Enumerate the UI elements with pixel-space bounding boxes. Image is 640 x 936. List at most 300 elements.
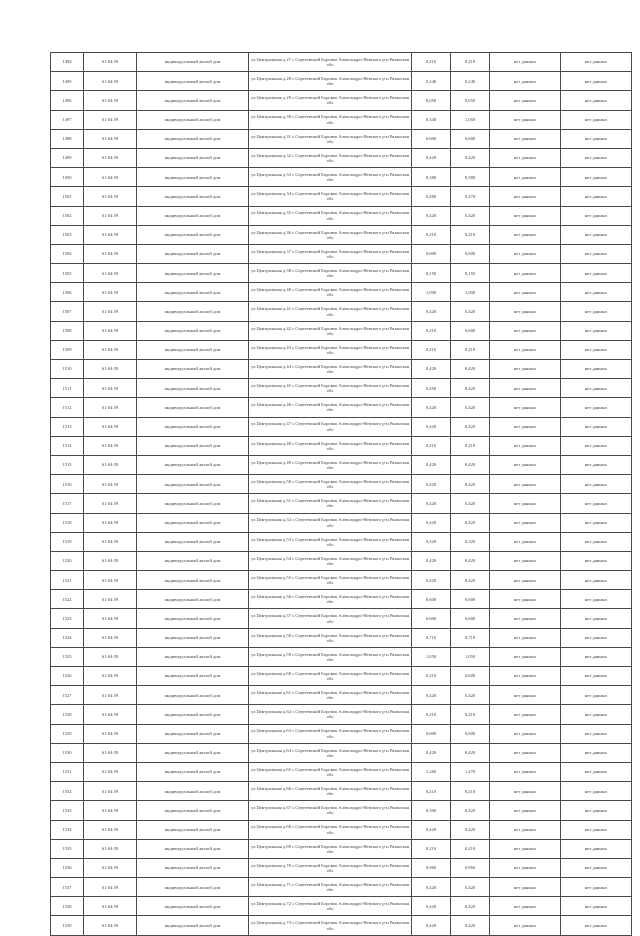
object-type-cell: индивидуальный жилой дом — [137, 494, 249, 513]
address-cell: ул.Центральная д.65 с.Сергеевский Боровок Александро-Невского р-н Рязанская обл — [249, 762, 412, 781]
row-number-cell: 1532 — [51, 782, 84, 801]
cadastral-code-cell: 61:04:59 — [84, 91, 137, 110]
encumbrance-cell: нет данных — [561, 436, 632, 455]
address-cell: ул.Центральная д.61 с.Сергеевский Боровок Александро-Невского р-н Рязанская обл — [249, 686, 412, 705]
area-a-cell: 0,210 — [412, 782, 451, 801]
row-number-cell: 1523 — [51, 609, 84, 628]
table-row — [51, 360, 632, 379]
object-type-cell: индивидуальный жилой дом — [137, 206, 249, 225]
owner-cell: нет данных — [490, 417, 561, 436]
encumbrance-cell: нет данных — [561, 801, 632, 820]
encumbrance-cell: нет данных — [561, 551, 632, 570]
area-a-cell: 0,420 — [412, 398, 451, 417]
row-number-cell: 1528 — [51, 705, 84, 724]
object-type-cell: индивидуальный жилой дом — [137, 283, 249, 302]
encumbrance-cell: нет данных — [561, 667, 632, 686]
row-number-cell: 1529 — [51, 724, 84, 743]
area-a-cell: 1,260 — [412, 762, 451, 781]
area-a-cell: 0,210 — [412, 667, 451, 686]
area-a-cell: 0,420 — [412, 417, 451, 436]
row-number-cell: 1521 — [51, 571, 84, 590]
object-type-cell: индивидуальный жилой дом — [137, 782, 249, 801]
table-row — [51, 609, 632, 628]
cadastral-code-cell: 61:04:59 — [84, 532, 137, 551]
table-row — [51, 724, 632, 743]
row-number-cell: 1516 — [51, 475, 84, 494]
table-row — [51, 340, 632, 359]
cadastral-code-cell: 61:04:59 — [84, 916, 137, 935]
area-b-cell: 0,420 — [451, 897, 490, 916]
address-cell: ул.Центральная д.36 с.Сергеевский Боровок Александро-Невского р-н Рязанская обл — [249, 225, 412, 244]
cadastral-code-cell: 61:04:59 — [84, 686, 137, 705]
owner-cell: нет данных — [490, 551, 561, 570]
owner-cell: нет данных — [490, 321, 561, 340]
table-row — [51, 110, 632, 129]
table-row — [51, 398, 632, 417]
table-row — [51, 91, 632, 110]
object-type-cell: индивидуальный жилой дом — [137, 340, 249, 359]
cadastral-code-cell: 61:04:59 — [84, 417, 137, 436]
row-number-cell: 1519 — [51, 532, 84, 551]
object-type-cell: индивидуальный жилой дом — [137, 551, 249, 570]
row-number-cell: 1510 — [51, 360, 84, 379]
cadastral-code-cell: 61:04:59 — [84, 148, 137, 167]
area-a-cell: 0,420 — [412, 743, 451, 762]
cadastral-code-cell: 61:04:59 — [84, 398, 137, 417]
area-b-cell: 0,210 — [451, 705, 490, 724]
address-cell: ул.Центральная д.49 с.Сергеевский Боровок Александро-Невского р-н Рязанская обл — [249, 455, 412, 474]
address-cell: ул.Центральная д.53 с.Сергеевский Боровок Александро-Невского р-н Рязанская обл — [249, 532, 412, 551]
address-cell: ул.Центральная д.72 с.Сергеевский Боровок Александро-Невского р-н Рязанская обл — [249, 897, 412, 916]
object-type-cell: индивидуальный жилой дом — [137, 762, 249, 781]
owner-cell: нет данных — [490, 820, 561, 839]
table-row — [51, 571, 632, 590]
encumbrance-cell: нет данных — [561, 513, 632, 532]
area-b-cell: 0,960 — [451, 858, 490, 877]
owner-cell: нет данных — [490, 53, 561, 72]
area-a-cell: 0,420 — [412, 551, 451, 570]
object-type-cell: индивидуальный жилой дом — [137, 168, 249, 187]
object-type-cell: индивидуальный жилой дом — [137, 513, 249, 532]
object-type-cell: индивидуальный жилой дом — [137, 244, 249, 263]
area-b-cell: 0,600 — [451, 129, 490, 148]
owner-cell: нет данных — [490, 225, 561, 244]
row-number-cell: 1501 — [51, 187, 84, 206]
area-a-cell: 0,210 — [412, 436, 451, 455]
row-number-cell: 1518 — [51, 513, 84, 532]
table-row — [51, 168, 632, 187]
cadastral-code-cell: 61:04:59 — [84, 743, 137, 762]
row-number-cell: 1524 — [51, 628, 84, 647]
table-row — [51, 897, 632, 916]
table-row — [51, 801, 632, 820]
cadastral-code-cell: 61:04:59 — [84, 724, 137, 743]
area-b-cell: 0,600 — [451, 724, 490, 743]
area-b-cell: 0,420 — [451, 455, 490, 474]
cadastral-code-cell: 61:04:59 — [84, 820, 137, 839]
encumbrance-cell: нет данных — [561, 129, 632, 148]
area-a-cell: 0,960 — [412, 858, 451, 877]
address-cell: ул.Центральная д.57 с.Сергеевский Боровок Александро-Невского р-н Рязанская обл — [249, 609, 412, 628]
area-b-cell: 0,600 — [451, 667, 490, 686]
area-a-cell: 0,420 — [412, 148, 451, 167]
table-row — [51, 513, 632, 532]
area-b-cell: 0,600 — [451, 321, 490, 340]
owner-cell: нет данных — [490, 647, 561, 666]
area-a-cell: 0,520 — [412, 532, 451, 551]
area-a-cell: 0,420 — [412, 686, 451, 705]
encumbrance-cell: нет данных — [561, 168, 632, 187]
cadastral-code-cell: 61:04:59 — [84, 225, 137, 244]
address-cell: ул.Центральная д.43 с.Сергеевский Боровок Александро-Невского р-н Рязанская обл — [249, 340, 412, 359]
area-b-cell: 0,600 — [451, 609, 490, 628]
area-b-cell: 0,050 — [451, 91, 490, 110]
row-number-cell: 1503 — [51, 225, 84, 244]
row-number-cell: 1509 — [51, 340, 84, 359]
encumbrance-cell: нет данных — [561, 398, 632, 417]
owner-cell: нет данных — [490, 628, 561, 647]
table-row — [51, 628, 632, 647]
encumbrance-cell: нет данных — [561, 340, 632, 359]
table-row — [51, 417, 632, 436]
cadastral-code-cell: 61:04:59 — [84, 628, 137, 647]
table-row — [51, 762, 632, 781]
encumbrance-cell: нет данных — [561, 609, 632, 628]
table-row — [51, 436, 632, 455]
cadastral-code-cell: 61:04:59 — [84, 302, 137, 321]
object-type-cell: индивидуальный жилой дом — [137, 321, 249, 340]
owner-cell: нет данных — [490, 455, 561, 474]
table-row — [51, 878, 632, 897]
row-number-cell: 1537 — [51, 878, 84, 897]
address-cell: ул.Центральная д.51 с.Сергеевский Боровок Александро-Невского р-н Рязанская обл — [249, 494, 412, 513]
encumbrance-cell: нет данных — [561, 321, 632, 340]
area-b-cell: 1,000 — [451, 283, 490, 302]
row-number-cell: 1539 — [51, 916, 84, 935]
object-type-cell: индивидуальный жилой дом — [137, 148, 249, 167]
area-a-cell: 0,420 — [412, 360, 451, 379]
owner-cell: нет данных — [490, 916, 561, 935]
cadastral-code-cell: 61:04:59 — [84, 168, 137, 187]
row-number-cell: 1499 — [51, 148, 84, 167]
object-type-cell: индивидуальный жилой дом — [137, 820, 249, 839]
object-type-cell: индивидуальный жилой дом — [137, 455, 249, 474]
area-b-cell: 0,420 — [451, 571, 490, 590]
row-number-cell: 1533 — [51, 801, 84, 820]
cadastral-code-cell: 61:04:59 — [84, 110, 137, 129]
address-cell: ул.Центральная д.63 с.Сергеевский Боровок Александро-Невского р-н Рязанская обл — [249, 724, 412, 743]
table-row — [51, 244, 632, 263]
row-number-cell: 1500 — [51, 168, 84, 187]
area-a-cell: 0,340 — [412, 110, 451, 129]
owner-cell: нет данных — [490, 667, 561, 686]
area-b-cell: 0,420 — [451, 379, 490, 398]
encumbrance-cell: нет данных — [561, 839, 632, 858]
area-a-cell: 0,420 — [412, 513, 451, 532]
address-cell: ул.Центральная д.30 с.Сергеевский Боровок Александро-Невского р-н Рязанская обл — [249, 110, 412, 129]
object-type-cell: индивидуальный жилой дом — [137, 878, 249, 897]
row-number-cell: 1531 — [51, 762, 84, 781]
encumbrance-cell: нет данных — [561, 897, 632, 916]
address-cell: ул.Центральная д.62 с.Сергеевский Боровок Александро-Невского р-н Рязанская обл — [249, 705, 412, 724]
cadastral-code-cell: 61:04:59 — [84, 379, 137, 398]
area-a-cell: 0,240 — [412, 72, 451, 91]
row-number-cell: 1498 — [51, 129, 84, 148]
area-b-cell: 0,210 — [451, 53, 490, 72]
area-a-cell: 0,420 — [412, 571, 451, 590]
owner-cell: нет данных — [490, 110, 561, 129]
row-number-cell: 1494 — [51, 53, 84, 72]
owner-cell: нет данных — [490, 206, 561, 225]
owner-cell: нет данных — [490, 686, 561, 705]
owner-cell: нет данных — [490, 762, 561, 781]
address-cell: ул.Центральная д.34 с.Сергеевский Боровок Александро-Невского р-н Рязанская обл — [249, 187, 412, 206]
table-row — [51, 916, 632, 935]
area-b-cell: 0,420 — [451, 475, 490, 494]
row-number-cell: 1512 — [51, 398, 84, 417]
address-cell: ул.Центральная д.50 с.Сергеевский Боровок Александро-Невского р-н Рязанская обл — [249, 475, 412, 494]
address-cell: ул.Центральная д.29 с.Сергеевский Боровок Александро-Невского р-н Рязанская обл — [249, 91, 412, 110]
area-b-cell: 0,420 — [451, 916, 490, 935]
address-cell: ул.Центральная д.58 с.Сергеевский Боровок Александро-Невского р-н Рязанская обл — [249, 628, 412, 647]
cadastral-code-cell: 61:04:59 — [84, 53, 137, 72]
table-row — [51, 820, 632, 839]
address-cell: ул.Центральная д.35 с.Сергеевский Боровок Александро-Невского р-н Рязанская обл — [249, 206, 412, 225]
area-b-cell: 1,470 — [451, 762, 490, 781]
row-number-cell: 1517 — [51, 494, 84, 513]
encumbrance-cell: нет данных — [561, 705, 632, 724]
table-row — [51, 455, 632, 474]
table-row — [51, 858, 632, 877]
owner-cell: нет данных — [490, 839, 561, 858]
area-a-cell: 0,420 — [412, 878, 451, 897]
area-b-cell: 0,380 — [451, 168, 490, 187]
object-type-cell: индивидуальный жилой дом — [137, 858, 249, 877]
object-type-cell: индивидуальный жилой дом — [137, 532, 249, 551]
encumbrance-cell: нет данных — [561, 532, 632, 551]
row-number-cell: 1508 — [51, 321, 84, 340]
owner-cell: нет данных — [490, 168, 561, 187]
encumbrance-cell: нет данных — [561, 475, 632, 494]
area-a-cell: 1,050 — [412, 647, 451, 666]
owner-cell: нет данных — [490, 532, 561, 551]
encumbrance-cell: нет данных — [561, 417, 632, 436]
row-number-cell: 1495 — [51, 72, 84, 91]
owner-cell: нет данных — [490, 782, 561, 801]
address-cell: ул.Центральная д.66 с.Сергеевский Боровок Александро-Невского р-н Рязанская обл — [249, 782, 412, 801]
address-cell: ул.Центральная д.56 с.Сергеевский Боровок Александро-Невского р-н Рязанская обл — [249, 590, 412, 609]
owner-cell: нет данных — [490, 360, 561, 379]
cadastral-code-cell: 61:04:59 — [84, 878, 137, 897]
area-b-cell: 0,210 — [451, 225, 490, 244]
cadastral-code-cell: 61:04:59 — [84, 858, 137, 877]
address-cell: ул.Центральная д.67 с.Сергеевский Боровок Александро-Невского р-н Рязанская обл — [249, 801, 412, 820]
cadastral-code-cell: 61:04:59 — [84, 206, 137, 225]
table-row — [51, 225, 632, 244]
address-cell: ул.Центральная д.32 с.Сергеевский Боровок Александро-Невского р-н Рязанская обл — [249, 148, 412, 167]
encumbrance-cell: нет данных — [561, 571, 632, 590]
area-b-cell: 0,420 — [451, 494, 490, 513]
area-a-cell: 0,600 — [412, 724, 451, 743]
area-b-cell: 1,050 — [451, 110, 490, 129]
area-b-cell: 0,420 — [451, 801, 490, 820]
address-cell: ул.Центральная д.40 с.Сергеевский Боровок Александро-Невского р-н Рязанская обл — [249, 283, 412, 302]
address-cell: ул.Центральная д.42 с.Сергеевский Боровок Александро-Невского р-н Рязанская обл — [249, 321, 412, 340]
encumbrance-cell: нет данных — [561, 686, 632, 705]
area-b-cell: 0,420 — [451, 513, 490, 532]
object-type-cell: индивидуальный жилой дом — [137, 110, 249, 129]
row-number-cell: 1497 — [51, 110, 84, 129]
encumbrance-cell: нет данных — [561, 590, 632, 609]
encumbrance-cell: нет данных — [561, 148, 632, 167]
address-cell: ул.Центральная д.64 с.Сергеевский Боровок Александро-Невского р-н Рязанская обл — [249, 743, 412, 762]
encumbrance-cell: нет данных — [561, 283, 632, 302]
row-number-cell: 1525 — [51, 647, 84, 666]
encumbrance-cell: нет данных — [561, 225, 632, 244]
area-a-cell: 0,420 — [412, 916, 451, 935]
encumbrance-cell: нет данных — [561, 628, 632, 647]
object-type-cell: индивидуальный жилой дом — [137, 705, 249, 724]
encumbrance-cell: нет данных — [561, 724, 632, 743]
object-type-cell: индивидуальный жилой дом — [137, 590, 249, 609]
owner-cell: нет данных — [490, 609, 561, 628]
table-row — [51, 743, 632, 762]
encumbrance-cell: нет данных — [561, 858, 632, 877]
table-row — [51, 590, 632, 609]
cadastral-code-cell: 61:04:59 — [84, 839, 137, 858]
owner-cell: нет данных — [490, 264, 561, 283]
table-row — [51, 494, 632, 513]
row-number-cell: 1535 — [51, 839, 84, 858]
address-cell: ул.Центральная д.37 с.Сергеевский Боровок Александро-Невского р-н Рязанская обл — [249, 244, 412, 263]
address-cell: ул.Центральная д.70 с.Сергеевский Боровок Александро-Невского р-н Рязанская обл — [249, 858, 412, 877]
encumbrance-cell: нет данных — [561, 916, 632, 935]
cadastral-code-cell: 61:04:59 — [84, 609, 137, 628]
owner-cell: нет данных — [490, 302, 561, 321]
object-type-cell: индивидуальный жилой дом — [137, 839, 249, 858]
owner-cell: нет данных — [490, 513, 561, 532]
cadastral-code-cell: 61:04:59 — [84, 283, 137, 302]
area-b-cell: 0,210 — [451, 436, 490, 455]
owner-cell: нет данных — [490, 743, 561, 762]
area-b-cell: 0,600 — [451, 244, 490, 263]
area-b-cell: 0,150 — [451, 264, 490, 283]
area-b-cell: 0,420 — [451, 878, 490, 897]
table-row — [51, 72, 632, 91]
cadastral-code-cell: 61:04:59 — [84, 782, 137, 801]
area-a-cell: 0,600 — [412, 609, 451, 628]
area-a-cell: 0,420 — [412, 206, 451, 225]
area-b-cell: 0,420 — [451, 302, 490, 321]
address-cell: ул.Центральная д.59 с.Сергеевский Боровок Александро-Невского р-н Рязанская обл — [249, 647, 412, 666]
row-number-cell: 1526 — [51, 667, 84, 686]
area-a-cell: 0,450 — [412, 379, 451, 398]
row-number-cell: 1496 — [51, 91, 84, 110]
cadastral-code-cell: 61:04:59 — [84, 340, 137, 359]
table-row — [51, 705, 632, 724]
encumbrance-cell: нет данных — [561, 264, 632, 283]
cadastral-code-cell: 61:04:59 — [84, 494, 137, 513]
object-type-cell: индивидуальный жилой дом — [137, 225, 249, 244]
cadastral-code-cell: 61:04:59 — [84, 513, 137, 532]
area-b-cell: 0,600 — [451, 590, 490, 609]
object-type-cell: индивидуальный жилой дом — [137, 686, 249, 705]
area-b-cell: 0,210 — [451, 782, 490, 801]
area-a-cell: 0,600 — [412, 244, 451, 263]
table-row — [51, 782, 632, 801]
owner-cell: нет данных — [490, 148, 561, 167]
register-table-body — [51, 53, 632, 936]
encumbrance-cell: нет данных — [561, 206, 632, 225]
row-number-cell: 1536 — [51, 858, 84, 877]
row-number-cell: 1520 — [51, 551, 84, 570]
area-a-cell: 0,420 — [412, 302, 451, 321]
encumbrance-cell: нет данных — [561, 244, 632, 263]
address-cell: ул.Центральная д.38 с.Сергеевский Боровок Александро-Невского р-н Рязанская обл — [249, 264, 412, 283]
encumbrance-cell: нет данных — [561, 53, 632, 72]
cadastral-code-cell: 61:04:59 — [84, 129, 137, 148]
address-cell: ул.Центральная д.48 с.Сергеевский Боровок Александро-Невского р-н Рязанская обл — [249, 436, 412, 455]
object-type-cell: индивидуальный жилой дом — [137, 72, 249, 91]
row-number-cell: 1505 — [51, 264, 84, 283]
area-b-cell: 0,420 — [451, 551, 490, 570]
table-row — [51, 379, 632, 398]
owner-cell: нет данных — [490, 398, 561, 417]
row-number-cell: 1507 — [51, 302, 84, 321]
row-number-cell: 1502 — [51, 206, 84, 225]
cadastral-code-cell: 61:04:59 — [84, 360, 137, 379]
area-a-cell: 0,480 — [412, 187, 451, 206]
area-a-cell: 0,210 — [412, 705, 451, 724]
area-a-cell: 0,420 — [412, 455, 451, 474]
owner-cell: нет данных — [490, 858, 561, 877]
table-row — [51, 667, 632, 686]
area-b-cell: 0,420 — [451, 743, 490, 762]
table-row — [51, 53, 632, 72]
row-number-cell: 1511 — [51, 379, 84, 398]
object-type-cell: индивидуальный жилой дом — [137, 398, 249, 417]
object-type-cell: индивидуальный жилой дом — [137, 53, 249, 72]
owner-cell: нет данных — [490, 724, 561, 743]
encumbrance-cell: нет данных — [561, 782, 632, 801]
address-cell: ул.Центральная д.54 с.Сергеевский Боровок Александро-Невского р-н Рязанская обл — [249, 551, 412, 570]
area-b-cell: 0,420 — [451, 398, 490, 417]
owner-cell: нет данных — [490, 379, 561, 398]
object-type-cell: индивидуальный жилой дом — [137, 91, 249, 110]
table-row — [51, 839, 632, 858]
object-type-cell: индивидуальный жилой дом — [137, 302, 249, 321]
object-type-cell: индивидуальный жилой дом — [137, 916, 249, 935]
address-cell: ул.Центральная д.44 с.Сергеевский Боровок Александро-Невского р-н Рязанская обл — [249, 360, 412, 379]
area-b-cell: 1,050 — [451, 647, 490, 666]
area-b-cell: 0,710 — [451, 628, 490, 647]
address-cell: ул.Центральная д.52 с.Сергеевский Боровок Александро-Невского р-н Рязанская обл — [249, 513, 412, 532]
address-cell: ул.Центральная д.47 с.Сергеевский Боровок Александро-Невского р-н Рязанская обл — [249, 417, 412, 436]
object-type-cell: индивидуальный жилой дом — [137, 187, 249, 206]
table-row — [51, 532, 632, 551]
table-row — [51, 283, 632, 302]
object-type-cell: индивидуальный жилой дом — [137, 667, 249, 686]
object-type-cell: индивидуальный жилой дом — [137, 801, 249, 820]
owner-cell: нет данных — [490, 705, 561, 724]
table-row — [51, 302, 632, 321]
object-type-cell: индивидуальный жилой дом — [137, 647, 249, 666]
object-type-cell: индивидуальный жилой дом — [137, 360, 249, 379]
encumbrance-cell: нет данных — [561, 360, 632, 379]
row-number-cell: 1506 — [51, 283, 84, 302]
area-a-cell: 0,210 — [412, 225, 451, 244]
table-row — [51, 551, 632, 570]
